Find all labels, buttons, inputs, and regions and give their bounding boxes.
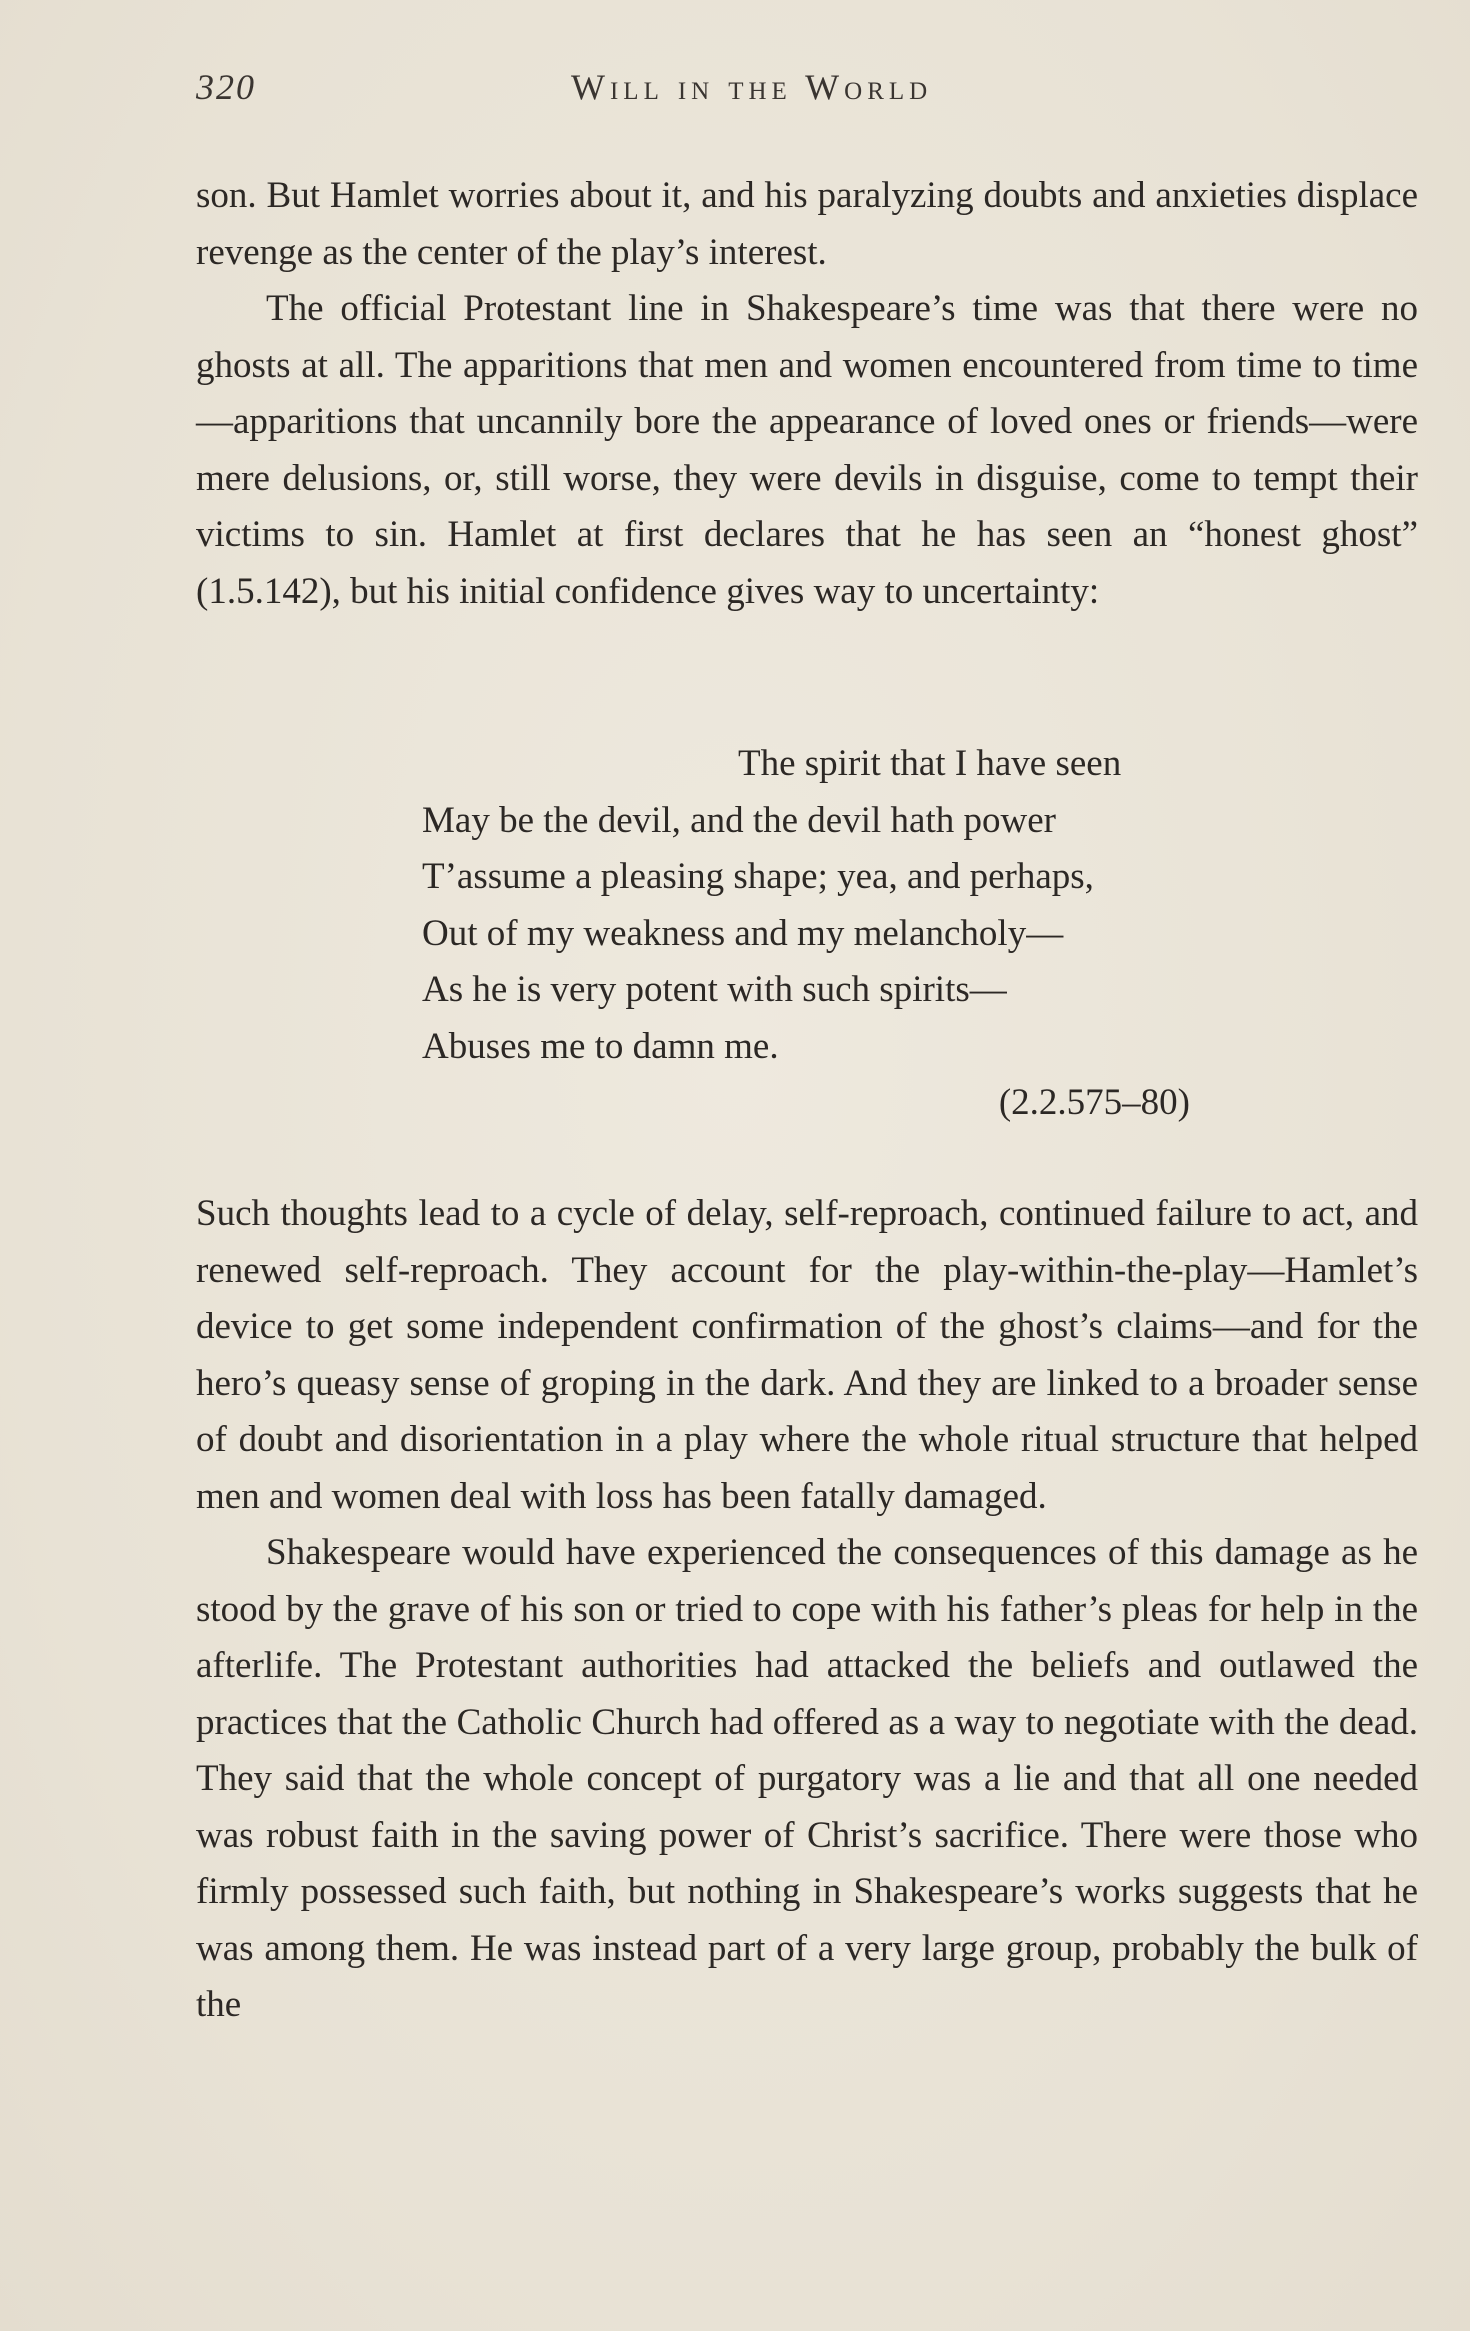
verse-quotation (422, 736, 1202, 1132)
verse-line: The spirit that I have seen (738, 743, 1122, 784)
paragraph-consequences: Shakespeare would have experienced the consequences of this damage as he stood by the grave of his son or tried to cope with his father’s pleas for help in the afterlife. The Protestant authorities had attacked the beliefs and outlawed the practices that the Catholic Church had offered as a way to negotiate with the dead. They said that the whole concept of purgatory was a lie and that all one needed was robust faith in the saving power of Christ’s sacrifice. There were those who firmly possessed such faith, but nothing in Shakespeare’s works suggests that he was among them. He was instead part of a very large group, probably the bulk of the (196, 1532, 1418, 2025)
verse-citation: (2.2.575–80) (998, 1082, 1190, 1123)
paragraph-protestant-line: The official Protestant line in Shakespeare’s time was that there were no ghosts at all. The apparitions that men and women encountered from time to time—apparitions that uncannily bore the appearance of loved ones or friends—were mere delusions, or, still worse, they were devils in disguise, come to tempt their victims to sin. Hamlet at first declares that he has seen an “honest ghost” (1.5.142), but his initial confidence gives way to uncertainty: (196, 288, 1418, 612)
verse-line: May be the devil, and the devil hath power (422, 799, 1056, 841)
verse-line: As he is very potent with such spirits— (422, 969, 1007, 1010)
page-number: 320 (196, 67, 256, 107)
body-text-bottom (196, 1186, 1418, 2034)
paragraph-cycle-of-delay: Such thoughts lead to a cycle of delay, self-reproach, continued failure to act, and renewed self-reproach. They account for the play-within-the-play—Hamlet’s device to get some independent confirmation of the ghost’s claims—and for the hero’s queasy sense of groping in the dark. And they are linked to a broader sense of doubt and disorientation in a play where the whole ritual structure that helped men and women deal with loss has been fatally damaged. (196, 1193, 1418, 1517)
verse-line: Abuses me to damn me. (422, 1025, 779, 1067)
body-text-top (196, 168, 1418, 620)
running-head (196, 66, 1418, 116)
paragraph-continuation: son. But Hamlet worries about it, and his paralyzing doubts and anxieties displace revenge as the center of the play’s interest. (196, 175, 1418, 273)
book-title: Will in the World (571, 67, 933, 107)
verse-line: Out of my weakness and my melancholy— (422, 912, 1064, 954)
verse-line: T’assume a pleasing shape; yea, and perhaps, (422, 856, 1094, 897)
